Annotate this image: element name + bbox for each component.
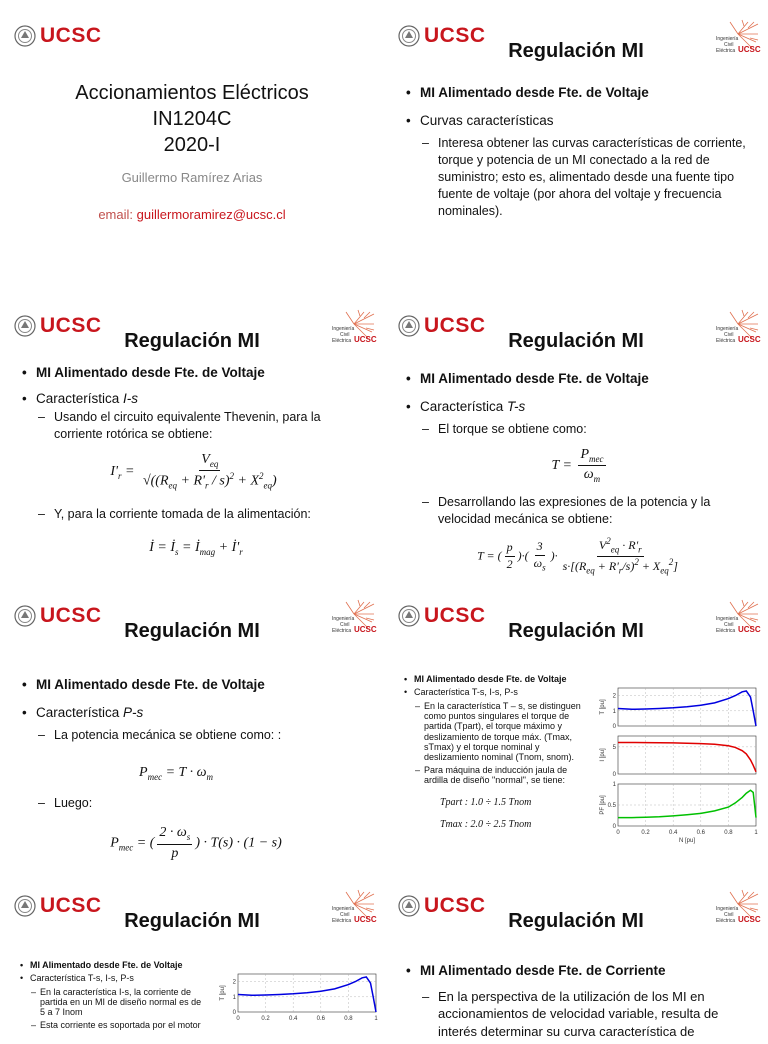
bullet-level1: • Curvas características — [406, 112, 754, 130]
bullet-text: La potencia mecánica se obtiene como: : — [54, 728, 282, 743]
y-tick-label: 0 — [612, 724, 616, 730]
x-tick-label: 0.2 — [261, 1016, 270, 1022]
bullet-text: Para máquina de inducción jaula de ardilla de diseño "normal", se tiene: — [424, 764, 568, 786]
x-tick-label: 0.8 — [724, 830, 733, 836]
bullet-level2: – Desarrollando las expresiones de la potencia y la velocidad mecánica se obtiene: — [422, 494, 711, 526]
ts-is-ps-chart — [592, 684, 762, 852]
course-name: Accionamientos Eléctricos — [75, 82, 309, 104]
y-axis-label: T [pu] — [220, 985, 226, 1001]
email-link[interactable]: guillermoramirez@ucsc.cl — [136, 207, 286, 222]
slide-title: Regulación MI — [508, 620, 644, 642]
x-tick-label: 0.8 — [344, 1016, 353, 1022]
slide-ps — [0, 580, 384, 870]
y-tick-label: 0 — [612, 824, 616, 830]
bullet-level2: – Usando el circuito equivalente Thevenin, para la corriente rotórica se obtiene: — [38, 410, 321, 441]
engineering-logo-icon — [708, 310, 760, 346]
y-tick-label: 1 — [612, 782, 616, 788]
bullet-level1: • MI Alimentado desde Fte. de Voltaje — [22, 364, 370, 382]
ucsc-seal-icon — [14, 25, 36, 47]
slide-curvas — [384, 0, 768, 290]
bullet-level1 — [22, 704, 370, 722]
bullet-text: En la perspectiva de la utilización de los MI en accionamientos de velocidad variable, resulta de interés determinar su curva característica de — [438, 988, 719, 1039]
y-axis-label: I [pu] — [600, 748, 606, 762]
engineering-logo-icon — [708, 600, 760, 636]
email-line — [0, 207, 384, 222]
y-tick-label: 0 — [612, 772, 616, 778]
bullet-text: Desarrollando las expresiones de la potencia y la velocidad mecánica se obtiene: — [438, 494, 711, 526]
slide-header — [0, 18, 384, 58]
bullet-italic: T-s — [507, 398, 526, 414]
x-tick-label: 0.6 — [696, 830, 705, 836]
ucsc-wordmark: UCSC — [40, 314, 102, 337]
engineering-logo-icon — [324, 310, 376, 346]
x-tick-label: 0.4 — [289, 1016, 298, 1022]
ucsc-wordmark: UCSC — [424, 314, 486, 337]
equation-torque-expanded: T = ( $\frac{p}{2}$ )·( $\frac{3}{\omega_s}$ )· $\frac{V^2_{eq} \cdot R'_r}{s\cdot[(R_{eq} + R'_r/s)^2 + X_{eq}^2]}$ — [477, 535, 678, 576]
equation-rotor-current: $I'_r$ = $\frac{V_{eq}}{√((R_{eq} + R'_r / s)^2 + X^2_{eq})}$ — [110, 451, 277, 491]
ucsc-wordmark: UCSC — [424, 604, 486, 627]
x-tick-label: 0 — [236, 1016, 240, 1022]
bullet-level1: • Característica T-s, I-s, P-s — [20, 973, 208, 983]
bullet-italic: P-s — [123, 704, 144, 720]
ucsc-wordmark: UCSC — [40, 24, 102, 47]
bullet-level1 — [22, 390, 370, 408]
engineering-logo-icon — [708, 890, 760, 926]
bullet-text: Luego: — [54, 796, 93, 811]
bullet-level2: – La potencia mecánica se obtiene como: : — [38, 728, 282, 743]
bullet-level1: • MI Alimentado desde Fte. de Voltaje — [22, 676, 370, 694]
slide-title: Regulación MI — [508, 40, 644, 62]
bullet-italic: I-s — [123, 390, 139, 406]
slide-header — [0, 888, 384, 932]
bullet-text: Característica — [420, 398, 508, 414]
x-tick-label: 0 — [616, 830, 620, 836]
equation-mech-power: $P_{mec} = T \cdot \omega_m$ — [139, 764, 213, 782]
ucsc-wordmark: UCSC — [424, 24, 486, 47]
slide-header — [0, 598, 384, 642]
y-axis-label: T [pu] — [600, 699, 606, 715]
slide-ts — [384, 290, 768, 580]
slide-title: Regulación MI — [124, 620, 260, 642]
equation-supply-current: İ = $İ_s$ = $İ_{mag}$ + $İ'_r$ — [149, 540, 243, 558]
bullet-text: En la característica T – s, se distinguen como puntos singulares el torque de partida (Tpart), el torque máximo y deslizamiento de torque máx. (Tmax, sTmax) y el torque nominal y deslizamiento nominal (Tnom, snom). — [424, 700, 581, 763]
bullet-level1: • MI Alimentado desde Fte. de Voltaje — [404, 674, 588, 684]
ucsc-wordmark: UCSC — [40, 604, 102, 627]
cover-block — [0, 80, 384, 222]
x-axis-label: N [pu] — [678, 838, 696, 844]
slide-title: Regulación MI — [508, 910, 644, 932]
slide-body — [406, 370, 754, 585]
bullet-level1: • MI Alimentado desde Fte. de Voltaje — [406, 84, 754, 102]
engineering-logo-icon — [324, 600, 376, 636]
bullet-level1: • MI Alimentado desde Fte. de Voltaje — [406, 370, 754, 388]
slide-current-source — [384, 870, 768, 1039]
slide-header — [384, 598, 768, 642]
bullet-text: El torque se obtiene como: — [438, 422, 587, 437]
bullet-level1: • MI Alimentado desde Fte. de Corriente — [406, 962, 754, 980]
course-code: IN1204C — [152, 108, 232, 130]
x-tick-label: 0.2 — [641, 830, 650, 836]
slide-body — [406, 84, 754, 223]
author-name: Guillermo Ramírez Arias — [121, 170, 263, 185]
slide-is — [0, 290, 384, 580]
ucsc-wordmark: UCSC — [424, 894, 486, 917]
y-tick-label: 1 — [612, 708, 616, 715]
y-tick-label: 0.5 — [607, 803, 616, 809]
bullet-level2: – Interesa obtener las curvas características de corriente, torque y potencia de un MI conectado a la red de suministro; esto es, alimentado desde una fuente tipo fuente de voltaje (por ahora del voltaje y frecuencia nominales). — [422, 136, 746, 218]
equation-tmax: Tmax : 2.0 ÷ 2.5 Tnom — [440, 818, 532, 830]
slide-body — [404, 674, 588, 830]
slide-body — [20, 960, 208, 1032]
bullet-level2: – Y, para la corriente tomada de la alimentación: — [38, 507, 311, 522]
ucsc-logo — [14, 24, 102, 48]
y-tick-label: 1 — [232, 994, 236, 1001]
bullet-level1: • Característica T-s, I-s, P-s — [404, 687, 588, 697]
plot-frame — [618, 736, 756, 774]
y-tick-label: 2 — [612, 693, 616, 700]
bullet-level1 — [406, 398, 754, 416]
slide-title: Regulación MI — [508, 330, 644, 352]
email-label: email: — [98, 207, 134, 222]
bullet-level2: – Esta corriente es soportada por el motor — [31, 1019, 201, 1030]
y-tick-label: 2 — [232, 979, 236, 986]
bullet-text: Característica — [36, 704, 124, 720]
ucsc-wordmark: UCSC — [40, 894, 102, 917]
slide-header — [384, 308, 768, 352]
bullet-text: Y, para la corriente tomada de la alimentación: — [54, 507, 311, 522]
slide-header — [0, 308, 384, 352]
x-tick-label: 1 — [374, 1016, 378, 1022]
x-tick-label: 1 — [754, 830, 758, 836]
course-term: 2020-I — [163, 134, 221, 156]
engineering-logo-icon — [324, 890, 376, 926]
x-tick-label: 0.6 — [316, 1016, 325, 1022]
bullet-text: Característica — [36, 390, 124, 406]
slide-ts-is-ps — [384, 580, 768, 870]
engineering-logo-icon — [708, 20, 760, 56]
slide-body — [22, 676, 370, 871]
bullet-text: Interesa obtener las curvas características de corriente, torque y potencia de un MI conectado a la red de suministro; esto es, alimentado desde una fuente tipo fuente de voltaje (por ahora del voltaje y frecuencia nominales). — [438, 136, 746, 218]
bullet-level2: – Para máquina de inducción jaula de ardilla de diseño "normal", se tiene: — [415, 764, 568, 786]
ts-chart — [212, 970, 380, 1024]
bullet-level1: • MI Alimentado desde Fte. de Voltaje — [20, 960, 208, 970]
slide-title: Regulación MI — [124, 330, 260, 352]
slide-cover — [0, 0, 384, 290]
bullet-text: En la característica I-s, la corriente de partida en un MI de diseño normal es de 5 a 7 Inom — [40, 986, 202, 1018]
y-tick-label: 5 — [612, 744, 616, 751]
slide-header — [384, 888, 768, 932]
y-axis-label: PF [pu] — [600, 795, 606, 815]
equation-mech-power-s: $P_{mec}$ = ( $\frac{2 \cdot \omega_s}{p}$ ) · T(s) · (1 − s) — [110, 825, 282, 861]
bullet-text: Usando el circuito equivalente Thevenin, para la corriente rotórica se obtiene: — [54, 410, 321, 441]
bullet-level2: – En la perspectiva de la utilización de los MI en accionamientos de velocidad variable, resulta de interés determinar su curva característica de — [422, 988, 719, 1039]
slide-ts-is-ps-2 — [0, 870, 384, 1030]
bullet-text: Esta corriente es soportada por el motor — [40, 1019, 201, 1030]
equation-tpart: Tpart : 1.0 ÷ 1.5 Tnom — [440, 797, 532, 809]
slide-body — [22, 364, 370, 567]
bullet-level2: – En la característica I-s, la corriente de partida en un MI de diseño normal es de 5 a 7 Inom — [31, 986, 202, 1018]
slide-body — [406, 962, 754, 1044]
x-tick-label: 0.4 — [669, 830, 678, 836]
slide-title: Regulación MI — [124, 910, 260, 932]
bullet-level2: – Luego: — [38, 796, 93, 811]
slide-header — [384, 18, 768, 62]
y-tick-label: 0 — [232, 1010, 236, 1016]
equation-torque: T = $\frac{P_{mec}}{\omega_m}$ — [551, 446, 604, 485]
bullet-level2: – En la característica T – s, se distinguen como puntos singulares el torque de partida (Tpart), el torque máximo y deslizamiento de torque máx. (Tmax, sTmax) y el torque nominal y deslizamiento nominal (Tnom, snom). — [415, 700, 581, 763]
bullet-level2: – El torque se obtiene como: — [422, 422, 587, 437]
